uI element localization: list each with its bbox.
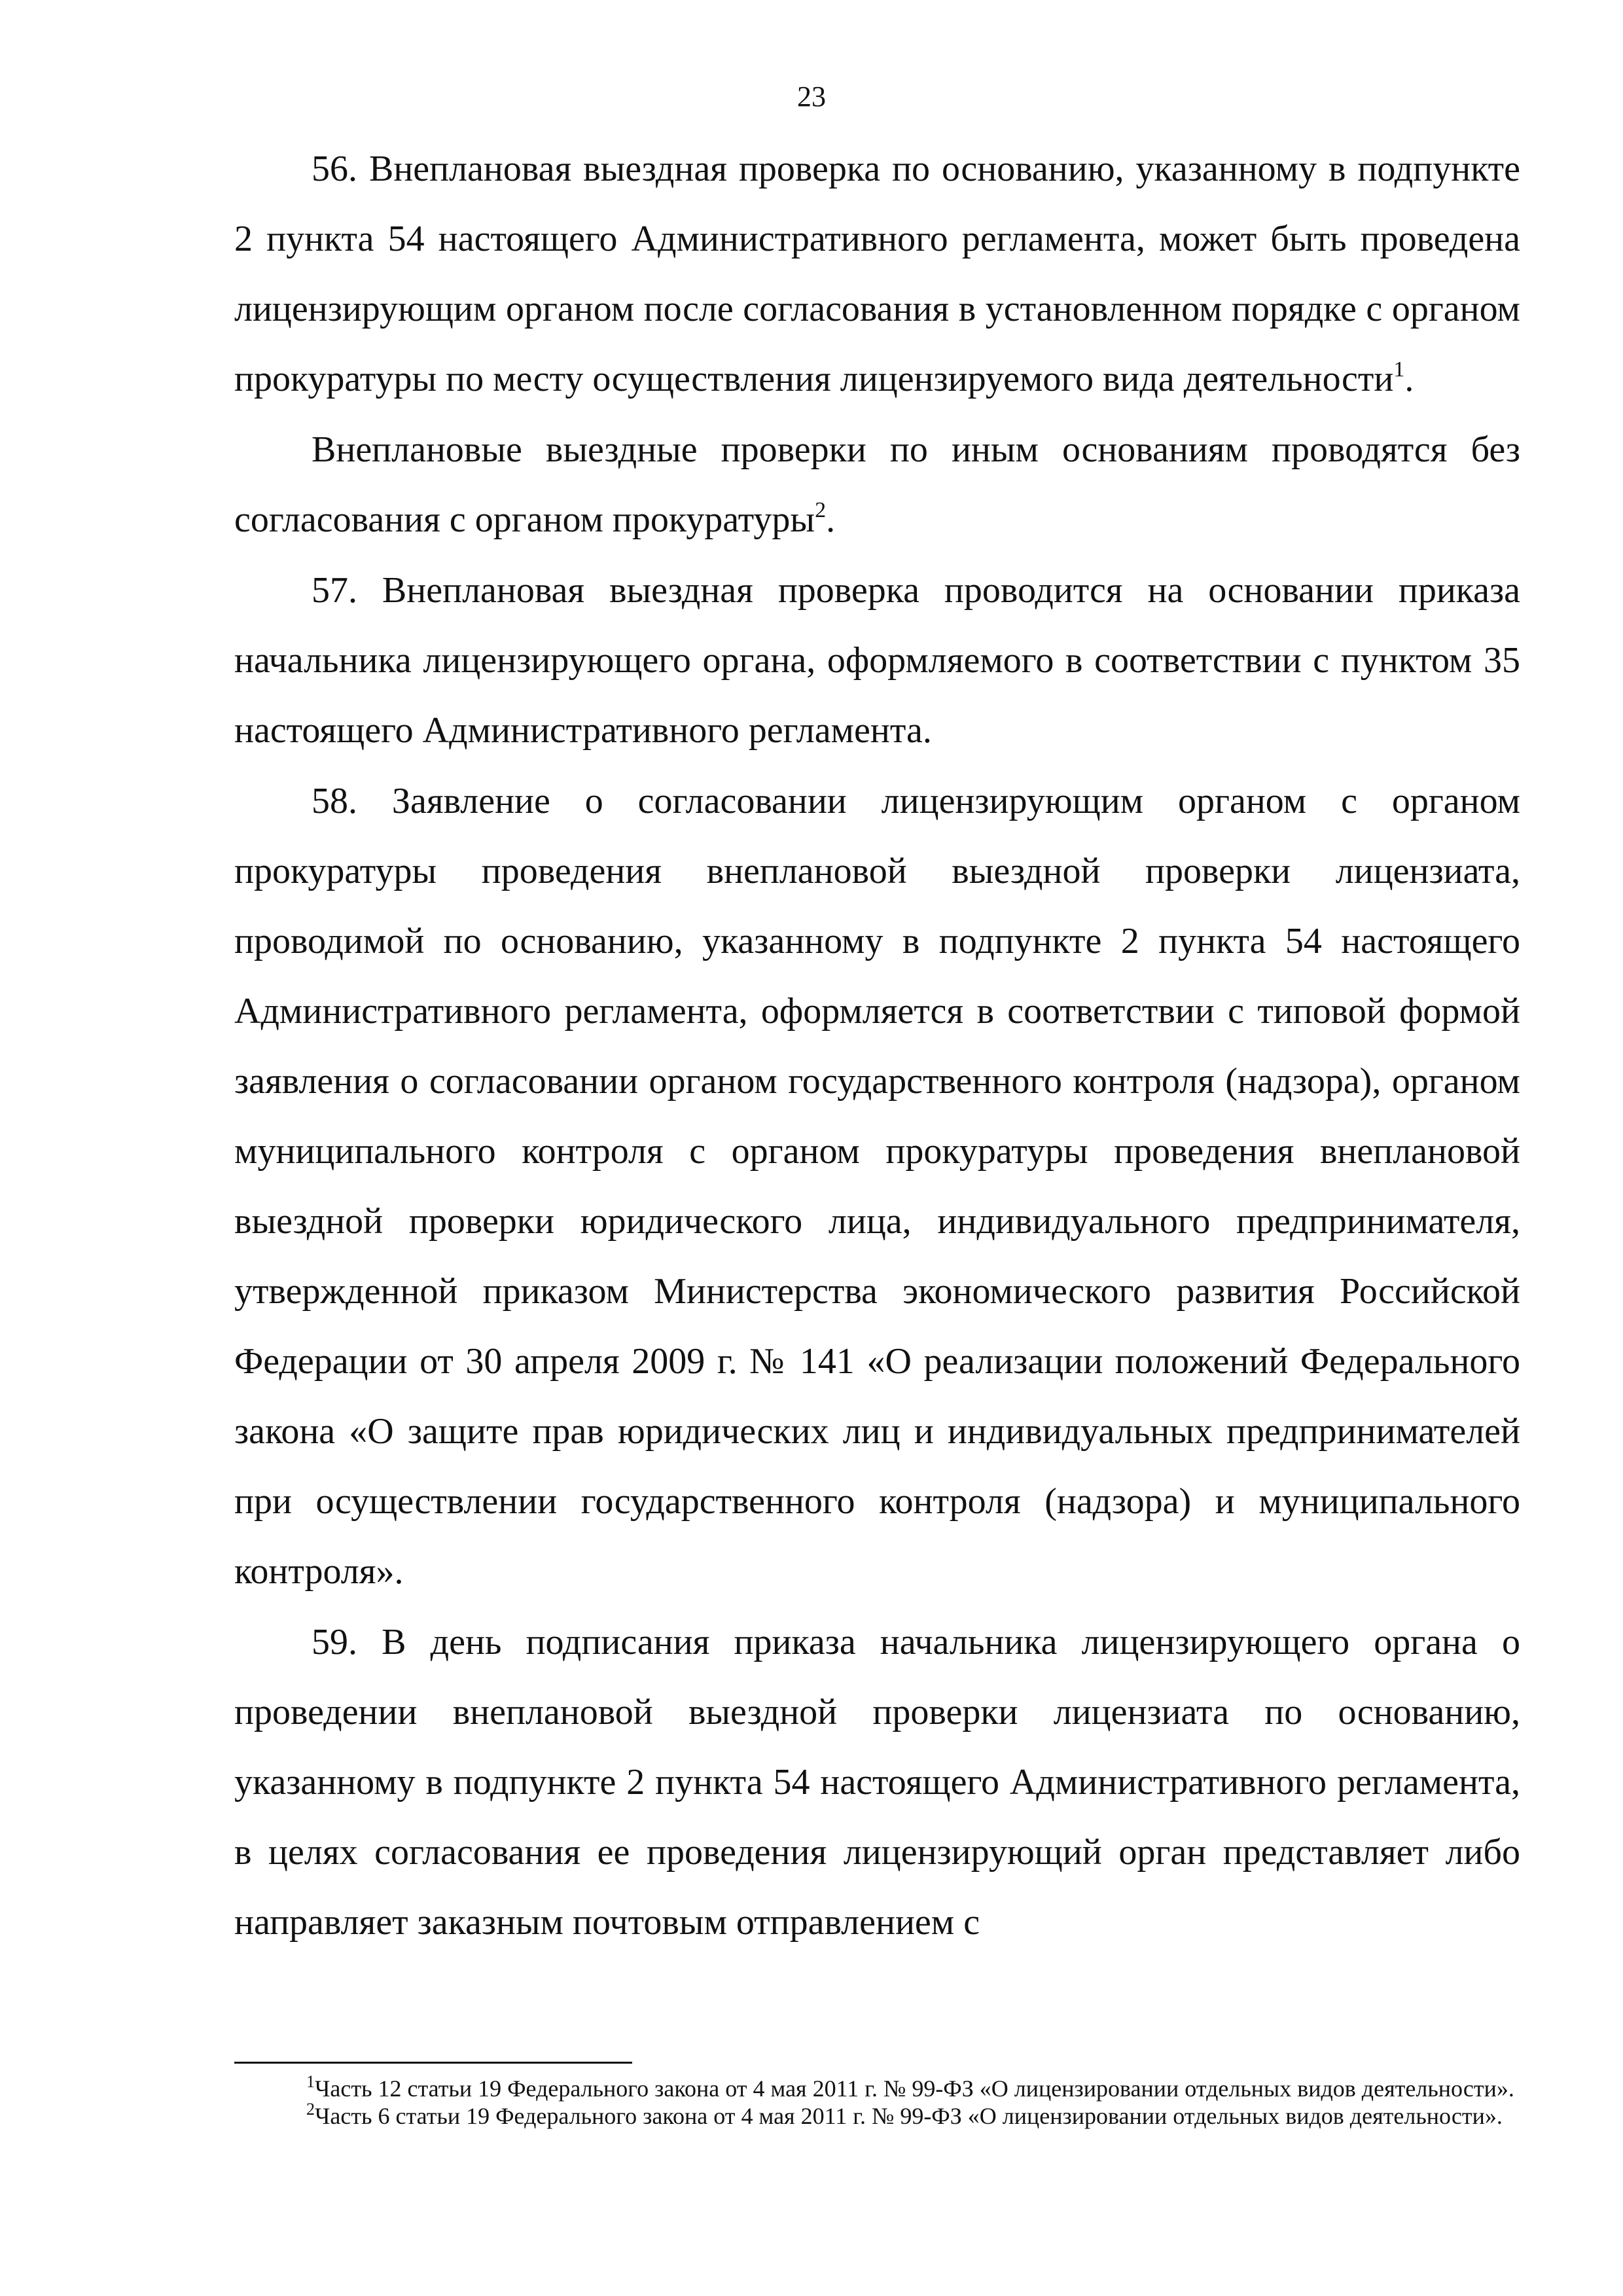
footnote-1 <box>234 2072 1520 2102</box>
footnote-text: Часть 12 статьи 19 Федерального закона от 4 мая 2011 г. № 99-ФЗ «О лицензировании отдельных видов деятельности». <box>315 2075 1514 2102</box>
page-number: 23 <box>797 81 826 113</box>
paragraph-58: 58. Заявление о согласовании лицензирующим органом с органом прокуратуры проведения внеплановой выездной проверки лицензиата, проводимой по основанию, указанному в подпункте 2 пункта 54 настоящего Административного регламента, оформляется в соответствии с типовой формой заявления о согласовании органом государственного контроля (надзора), органом муниципального контроля с органом прокуратуры проведения внеплановой выездной проверки юридического лица, индивидуального предпринимателя, утвержденной приказом Министерства экономического развития Российской Федерации от 30 апреля 2009 г. № 141 «О реализации положений Федерального закона «О защите прав юридических лиц и индивидуальных предпринимателей при осуществлении государственного контроля (надзора) и муниципального контроля». <box>234 781 1520 1592</box>
paragraph-56-continued <box>234 415 1520 555</box>
footnote-separator <box>234 2062 632 2064</box>
footnote-ref: 2 <box>815 498 827 522</box>
paragraph-text: 56. Внеплановая выездная проверка по основанию, указанному в подпункте 2 пункта 54 настоящего Административного регламента, может быть проведена лицензирующим органом после согласования в установленном порядке с органом прокуратуры по месту осуществления лицензируемого вида деятельности <box>234 149 1520 399</box>
footnote-ref: 1 <box>1393 357 1405 382</box>
paragraph-57: 57. Внеплановая выездная проверка проводится на основании приказа начальника лицензирующего органа, оформляемого в соответствии с пунктом 35 настоящего Административного регламента. <box>234 570 1520 751</box>
paragraph-56 <box>234 134 1520 414</box>
footnotes <box>234 2072 1520 2130</box>
paragraph-59: 59. В день подписания приказа начальника лицензирующего органа о проведении внеплановой выездной проверки лицензиата по основанию, указанному в подпункте 2 пункта 54 настоящего Административного регламента, в целях согласования ее проведения лицензирующий орган представляет либо направляет заказным почтовым отправлением с <box>234 1622 1520 1943</box>
paragraph-end: . <box>1404 359 1414 399</box>
footnote-mark: 2 <box>306 2100 315 2119</box>
footnote-text: Часть 6 статьи 19 Федерального закона от 4 мая 2011 г. № 99-ФЗ «О лицензировании отдельных видов деятельности». <box>315 2103 1503 2129</box>
footnote-2 <box>234 2102 1520 2130</box>
paragraph-end: . <box>826 499 836 540</box>
paragraph-text: Внеплановые выездные проверки по иным основаниям проводятся без согласования с органом прокуратуры <box>234 429 1520 540</box>
document-body <box>234 134 1520 1958</box>
footnote-mark: 1 <box>306 2072 315 2091</box>
